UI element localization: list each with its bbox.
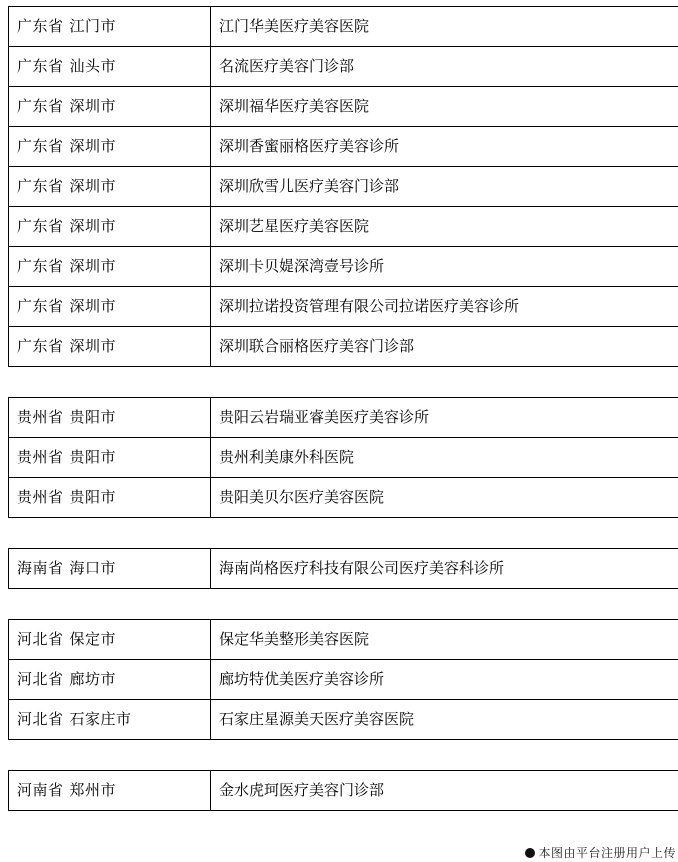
cell-institution-name: 贵阳云岩瑞亚睿美医疗美容诊所 bbox=[211, 398, 678, 438]
cell-institution-name: 深圳香蜜丽格医疗美容诊所 bbox=[211, 127, 678, 167]
table-row bbox=[9, 207, 678, 247]
cell-province: 广东省 bbox=[17, 177, 64, 197]
table-row bbox=[9, 549, 678, 589]
cell-province: 广东省 bbox=[17, 297, 64, 317]
cell-province: 海南省 bbox=[17, 559, 64, 579]
table-row bbox=[9, 327, 678, 367]
table-gap bbox=[0, 518, 678, 548]
watermark-text: 本图由平台注册用户上传 bbox=[538, 846, 676, 860]
cell-region bbox=[9, 127, 211, 167]
table-row bbox=[9, 620, 678, 660]
cell-city: 贵阳市 bbox=[70, 488, 117, 508]
cell-province: 广东省 bbox=[17, 97, 64, 117]
cell-city: 深圳市 bbox=[70, 137, 117, 157]
table-row bbox=[9, 700, 678, 740]
cell-province: 广东省 bbox=[17, 57, 64, 77]
cell-institution-name: 深圳艺星医疗美容医院 bbox=[211, 207, 678, 247]
cell-province: 贵州省 bbox=[17, 408, 64, 428]
table-gap bbox=[0, 589, 678, 619]
cell-institution-name: 深圳欣雪儿医疗美容门诊部 bbox=[211, 167, 678, 207]
cell-institution-name: 廊坊特优美医疗美容诊所 bbox=[211, 660, 678, 700]
cell-institution-name: 金水虎珂医疗美容门诊部 bbox=[211, 771, 678, 811]
table-row bbox=[9, 47, 678, 87]
table-row bbox=[9, 398, 678, 438]
cell-province: 河南省 bbox=[17, 781, 64, 801]
cell-province: 广东省 bbox=[17, 257, 64, 277]
table-gap bbox=[0, 740, 678, 770]
table-guizhou bbox=[8, 397, 678, 518]
cell-province: 河北省 bbox=[17, 670, 64, 690]
watermark bbox=[525, 844, 676, 861]
cell-city: 郑州市 bbox=[70, 781, 117, 801]
cell-institution-name: 深圳福华医疗美容医院 bbox=[211, 87, 678, 127]
cell-province: 贵州省 bbox=[17, 488, 64, 508]
table-henan bbox=[8, 770, 678, 811]
cell-institution-name: 贵阳美贝尔医疗美容医院 bbox=[211, 478, 678, 518]
cell-region bbox=[9, 47, 211, 87]
cell-city: 深圳市 bbox=[70, 337, 117, 357]
cell-city: 汕头市 bbox=[70, 57, 117, 77]
cell-city: 江门市 bbox=[70, 17, 117, 37]
table-gap bbox=[0, 367, 678, 397]
cell-institution-name: 深圳拉诺投资管理有限公司拉诺医疗美容诊所 bbox=[211, 287, 678, 327]
cell-institution-name: 深圳联合丽格医疗美容门诊部 bbox=[211, 327, 678, 367]
cell-region bbox=[9, 398, 211, 438]
table-row bbox=[9, 127, 678, 167]
table-row bbox=[9, 7, 678, 47]
watermark-dot-icon bbox=[525, 848, 535, 858]
cell-province: 广东省 bbox=[17, 137, 64, 157]
cell-institution-name: 贵州利美康外科医院 bbox=[211, 438, 678, 478]
cell-province: 广东省 bbox=[17, 217, 64, 237]
cell-province: 河北省 bbox=[17, 710, 64, 730]
table-hainan bbox=[8, 548, 678, 589]
cell-institution-name: 深圳卡贝媞深湾壹号诊所 bbox=[211, 247, 678, 287]
table-row bbox=[9, 478, 678, 518]
table-row bbox=[9, 247, 678, 287]
cell-region bbox=[9, 620, 211, 660]
cell-institution-name: 保定华美整形美容医院 bbox=[211, 620, 678, 660]
cell-region bbox=[9, 478, 211, 518]
cell-region bbox=[9, 87, 211, 127]
table-row bbox=[9, 438, 678, 478]
cell-institution-name: 石家庄星源美天医疗美容医院 bbox=[211, 700, 678, 740]
tables-container bbox=[0, 6, 678, 811]
cell-region bbox=[9, 327, 211, 367]
cell-institution-name: 江门华美医疗美容医院 bbox=[211, 7, 678, 47]
cell-region bbox=[9, 438, 211, 478]
cell-city: 深圳市 bbox=[70, 177, 117, 197]
cell-region bbox=[9, 287, 211, 327]
cell-region bbox=[9, 247, 211, 287]
cell-city: 深圳市 bbox=[70, 297, 117, 317]
cell-region bbox=[9, 167, 211, 207]
cell-city: 海口市 bbox=[70, 559, 117, 579]
cell-region bbox=[9, 207, 211, 247]
cell-city: 贵阳市 bbox=[70, 408, 117, 428]
cell-region bbox=[9, 549, 211, 589]
cell-city: 贵阳市 bbox=[70, 448, 117, 468]
cell-region bbox=[9, 771, 211, 811]
cell-region bbox=[9, 660, 211, 700]
cell-city: 深圳市 bbox=[70, 257, 117, 277]
table-row bbox=[9, 660, 678, 700]
cell-province: 河北省 bbox=[17, 630, 64, 650]
cell-region bbox=[9, 7, 211, 47]
table-row bbox=[9, 167, 678, 207]
cell-city: 廊坊市 bbox=[70, 670, 117, 690]
cell-region bbox=[9, 700, 211, 740]
document-page bbox=[0, 6, 678, 862]
table-row bbox=[9, 771, 678, 811]
cell-city: 保定市 bbox=[70, 630, 117, 650]
cell-institution-name: 海南尚格医疗科技有限公司医疗美容科诊所 bbox=[211, 549, 678, 589]
table-guangdong bbox=[8, 6, 678, 367]
cell-province: 贵州省 bbox=[17, 448, 64, 468]
cell-city: 深圳市 bbox=[70, 97, 117, 117]
table-row bbox=[9, 87, 678, 127]
table-hebei bbox=[8, 619, 678, 740]
cell-city: 深圳市 bbox=[70, 217, 117, 237]
cell-province: 广东省 bbox=[17, 17, 64, 37]
table-row bbox=[9, 287, 678, 327]
cell-city: 石家庄市 bbox=[70, 710, 132, 730]
cell-province: 广东省 bbox=[17, 337, 64, 357]
cell-institution-name: 名流医疗美容门诊部 bbox=[211, 47, 678, 87]
